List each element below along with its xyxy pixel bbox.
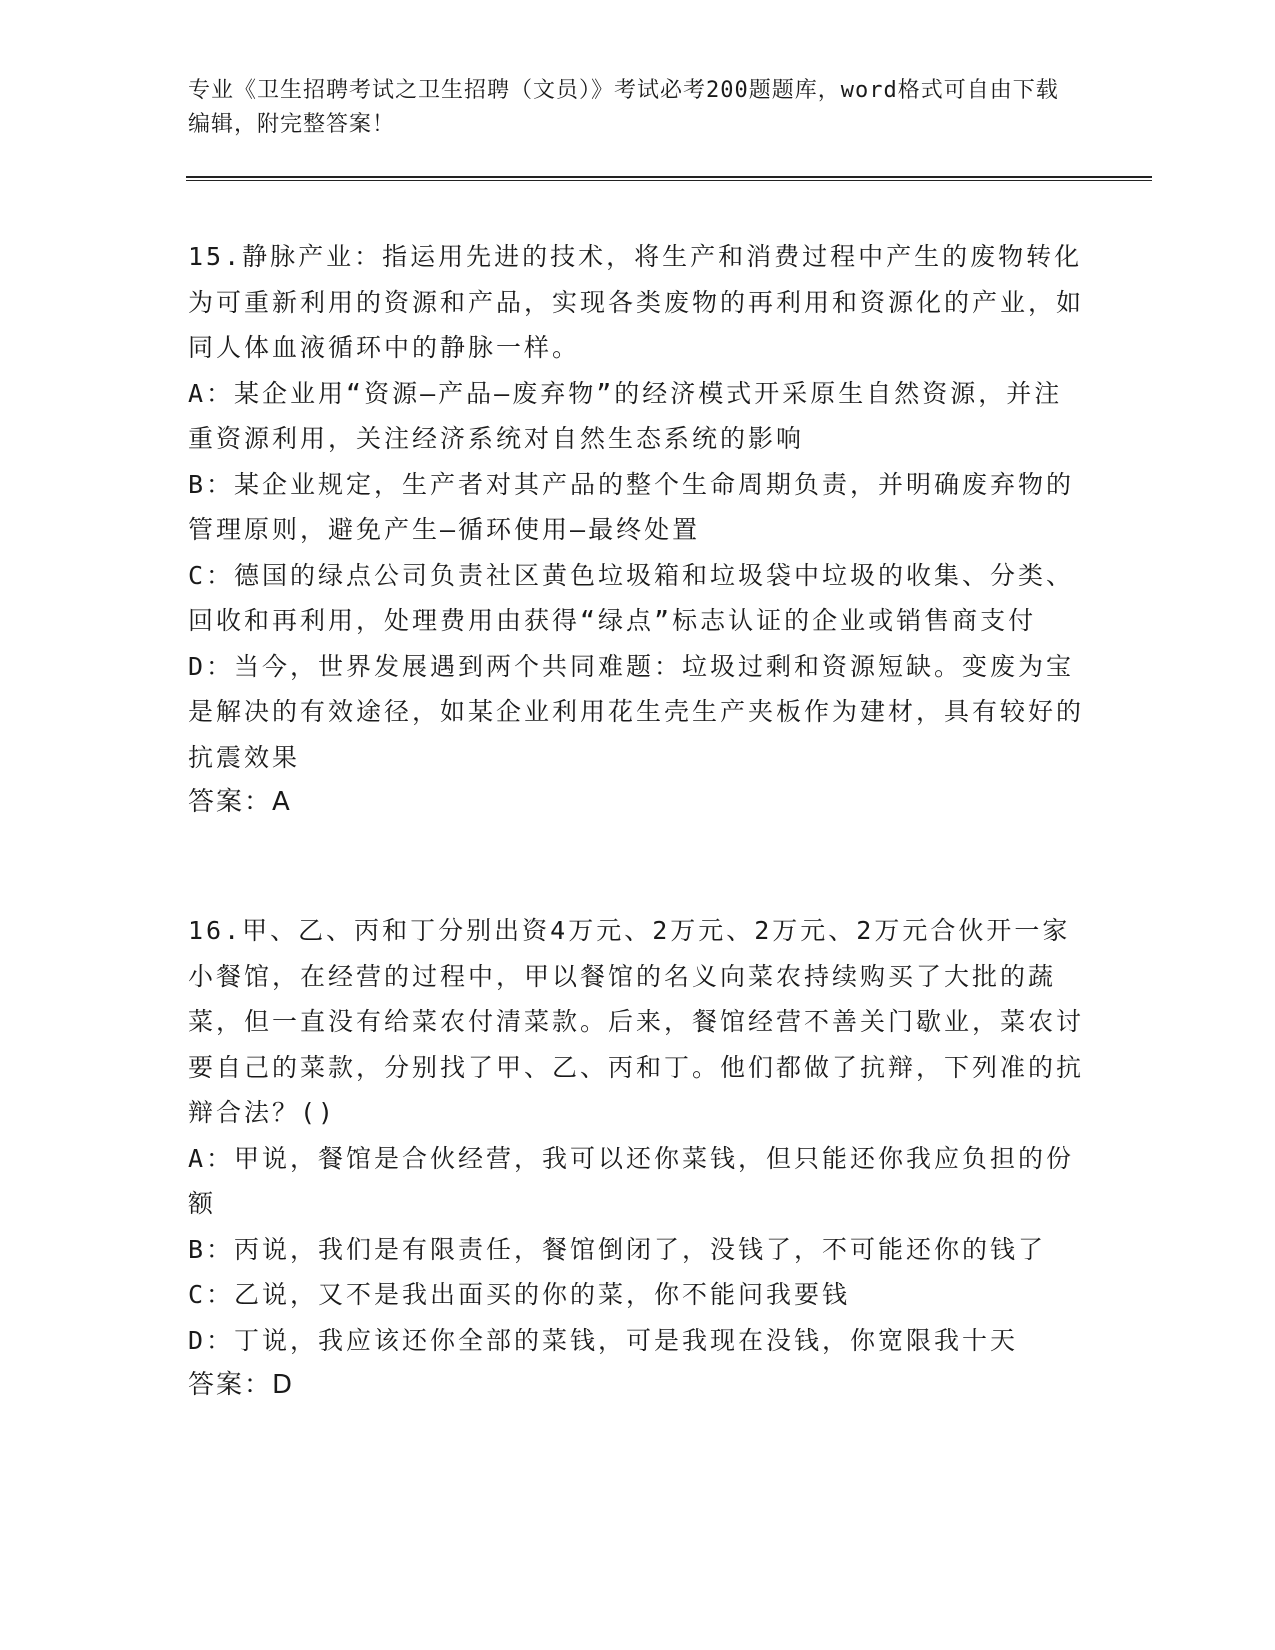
option-a: A：甲说，餐馆是合伙经营，我可以还你菜钱，但只能还你我应负担的份额 xyxy=(188,1143,1075,1218)
answer-label: 答案：A xyxy=(188,787,292,817)
question-stem: 16.甲、乙、丙和丁分别出资4万元、2万元、2万元、2万元合伙开一家小餐馆，在经营的过程中，甲以餐馆的名义向菜农持续购买了大批的蔬菜，但一直没有给菜农付清菜款。后来，餐馆经营不善关门歇业，菜农讨要自己的菜款，分别找了甲、乙、丙和丁。他们都做了抗辩，下列准的抗辩合法？() xyxy=(188,916,1085,1127)
question-16 xyxy=(188,908,1088,1409)
header-divider xyxy=(186,176,1152,181)
answer-label: 答案：D xyxy=(188,1370,295,1400)
question-stem: 15.静脉产业：指运用先进的技术，将生产和消费过程中产生的废物转化为可重新利用的资源和产品，实现各类废物的再利用和资源化的产业，如同人体血液循环中的静脉一样。 xyxy=(188,242,1085,362)
document-header: 专业《卫生招聘考试之卫生招聘（文员）》考试必考200题题库，word格式可自由下载编辑，附完整答案！ xyxy=(188,78,1059,137)
option-d: D：当今，世界发展遇到两个共同难题：垃圾过剩和资源短缺。变废为宝是解决的有效途径，如某企业利用花生壳生产夹板作为建材，具有较好的抗震效果 xyxy=(188,651,1085,772)
option-b: B：丙说，我们是有限责任，餐馆倒闭了，没钱了，不可能还你的钱了 xyxy=(188,1234,1047,1264)
option-c: C：乙说，又不是我出面买的你的菜，你不能问我要钱 xyxy=(188,1280,851,1309)
option-b: B：某企业规定，生产者对其产品的整个生命周期负责，并明确废弃物的管理原则，避免产生—循环使用—最终处置 xyxy=(188,469,1075,544)
option-c: C：德国的绿点公司负责社区黄色垃圾箱和垃圾袋中垃圾的收集、分类、回收和再利用，处理费用由获得“绿点”标志认证的企业或销售商支付 xyxy=(188,560,1075,635)
question-15 xyxy=(188,234,1088,826)
option-a: A：某企业用“资源—产品—废弃物”的经济模式开采原生自然资源，并注重资源利用，关注经济系统对自然生态系统的影响 xyxy=(188,378,1063,453)
option-d: D：丁说，我应该还你全部的菜钱，可是我现在没钱，你宽限我十天 xyxy=(188,1325,1019,1355)
